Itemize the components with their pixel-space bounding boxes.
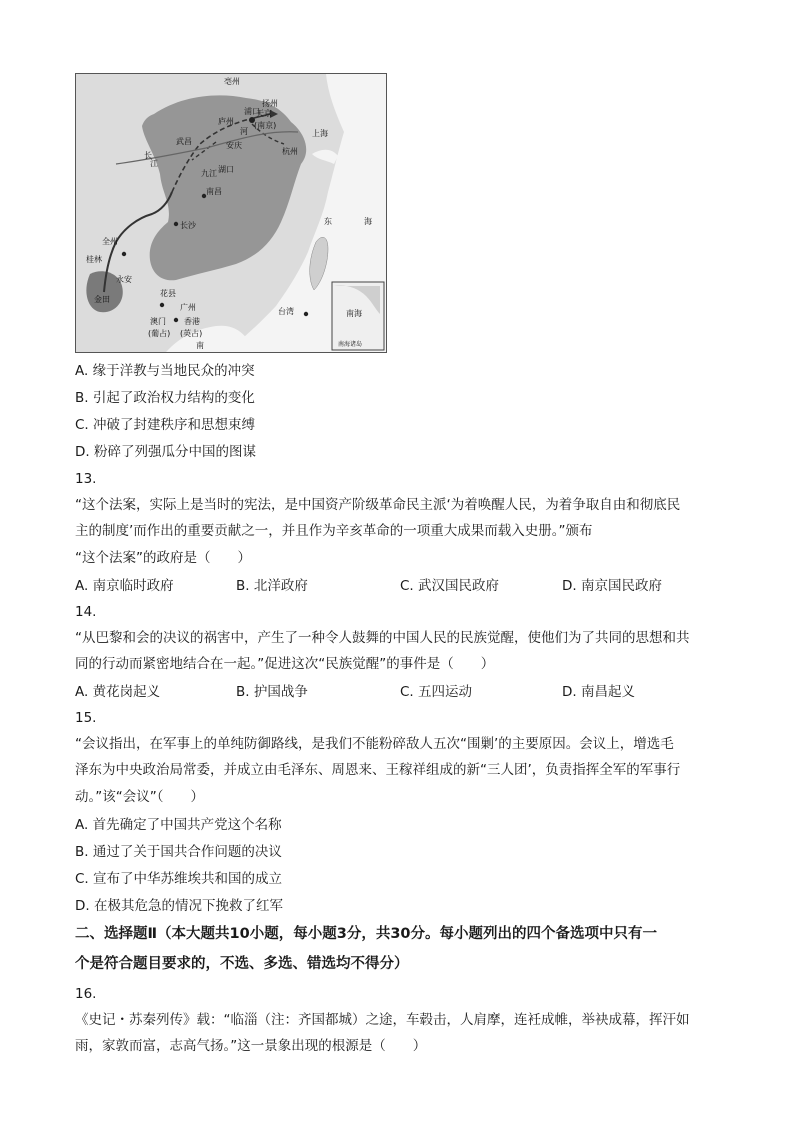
- map-label-luzhou: 庐州: [218, 117, 234, 126]
- q14-number: 14.: [75, 604, 97, 620]
- q15-option-b: B. 通过了关于国共合作问题的决议: [75, 844, 282, 860]
- map-label-hongkong: 香港: [184, 317, 200, 326]
- map-label-nanchang: 南昌: [206, 187, 222, 196]
- q15-option-d: D. 在极其危急的情况下挽救了红军: [75, 898, 283, 914]
- map-label-taiwan: 台湾: [278, 307, 294, 316]
- map-label-yongan: 永安: [116, 275, 132, 284]
- map-label-macau: 澳门: [150, 317, 166, 326]
- map-label-quanzhou: 全州: [102, 237, 118, 246]
- q12-option-c: C. 冲破了封建秩序和思想束缚: [75, 417, 256, 433]
- q13-number: 13.: [75, 471, 97, 487]
- map-label-jiujiang: 九江: [201, 169, 217, 178]
- map-label-hukou: 湖口: [218, 165, 234, 174]
- map-label-wuchang: 武昌: [176, 137, 192, 146]
- map-label-bozhou: 亳州: [224, 77, 240, 86]
- map-label-jiang: 江: [150, 159, 158, 168]
- q14-option-d: D. 南昌起义: [562, 684, 635, 700]
- q15-stem-line2: 泽东为中央政治局常委，并成立由毛泽东、周恩来、王稼祥组成的新“三人团’，负责指挥全军的军事行: [75, 762, 681, 778]
- map-label-pukou: 浦口: [244, 107, 260, 116]
- q12-option-d: D. 粉碎了列强瓜分中国的图谋: [75, 444, 256, 460]
- q12-option-b: B. 引起了政治权力结构的变化: [75, 390, 255, 406]
- map-label-chang: 长: [144, 151, 152, 160]
- q13-options-row: [75, 577, 725, 595]
- map-label-he: 河: [240, 127, 248, 136]
- map-inset-caption: 南海诸岛: [338, 341, 363, 348]
- q15-stem-line1: “会议指出，在军事上的单纯防御路线，是我们不能粉碎敌人五次“围剿’的主要原因。会议上，增选毛: [75, 736, 674, 752]
- map-label-yangzhou: 扬州: [262, 99, 278, 108]
- q13-option-c: C. 武汉国民政府: [400, 578, 500, 594]
- map-label-anqing: 安庆: [226, 141, 242, 150]
- map-label-nanhai: 南海: [346, 309, 362, 318]
- map-label-shanghai: 上海: [312, 129, 328, 138]
- map-label-nanjing: (南京): [254, 121, 277, 130]
- q12-option-a: A. 缘于洋教与当地民众的冲突: [75, 363, 255, 379]
- map-label-dong: 东: [324, 217, 332, 226]
- map-label-hangzhou: 杭州: [282, 147, 298, 156]
- q13-option-b: B. 北洋政府: [236, 578, 308, 594]
- map-label-hai: 海: [364, 217, 372, 226]
- q13-stem-line1: “这个法案，实际上是当时的宪法，是中国资产阶级革命民主派‘为着唤醒人民，为着争取自由和彻底民: [75, 497, 681, 513]
- q14-stem-line1: “从巴黎和会的决议的祸害中，产生了一种令人鼓舞的中国人民的民族觉醒，使他们为了共同的思想和共: [75, 630, 690, 646]
- q15-option-c: C. 宣布了中华苏维埃共和国的成立: [75, 871, 283, 887]
- q16-stem-line2: 雨，家敦而富，志高气扬。”这一景象出现的根源是（ ）: [75, 1038, 427, 1054]
- q13-option-d: D. 南京国民政府: [562, 578, 662, 594]
- map-label-nan: 南: [196, 341, 204, 350]
- map-label-macau-note: (葡占): [148, 329, 171, 338]
- q14-option-a: A. 黄花岗起义: [75, 684, 161, 700]
- q13-stem-line3: “这个法案”的政府是（ ）: [75, 550, 251, 566]
- map-label-tianjing: 天京: [256, 109, 272, 118]
- map-label-changsha: 长沙: [180, 221, 196, 230]
- q14-stem-line2: 同的行动而紧密地结合在一起。”促进这次“民族觉醒”的事件是（ ）: [75, 656, 495, 672]
- q14-option-c: C. 五四运动: [400, 684, 473, 700]
- q13-option-a: A. 南京临时政府: [75, 578, 174, 594]
- q16-number: 16.: [75, 986, 97, 1002]
- map-label-huaxian: 花县: [160, 289, 176, 298]
- section2-heading-line1: 二、选择题Ⅱ（本大题共10小题，每小题3分，共30分。每小题列出的四个备选项中只有一: [75, 926, 657, 942]
- map-label-guangzhou: 广州: [180, 303, 196, 312]
- map-label-guilin: 桂林: [86, 255, 102, 264]
- q15-number: 15.: [75, 710, 97, 726]
- map-label-hongkong-note: (英占): [180, 329, 203, 338]
- map-drawing: [76, 74, 386, 352]
- taiping-map-figure: [75, 73, 387, 353]
- map-label-jintian: 金田: [94, 295, 110, 304]
- q13-stem-line2: 主的制度’而作出的重要贡献之一，并且作为辛亥革命的一项重大成果而载入史册。”颁布: [75, 523, 593, 539]
- q15-stem-line3: 动。”该“会议”（ ）: [75, 789, 204, 805]
- section2-heading-line2: 个是符合题目要求的，不选、多选、错选均不得分）: [75, 956, 409, 972]
- q15-option-a: A. 首先确定了中国共产党这个名称: [75, 817, 282, 833]
- q16-stem-line1: 《史记・苏秦列传》载：“临淄（注：齐国都城）之途，车毂击，人肩摩，连衽成帷，举袂成幕，挥汗如: [75, 1012, 690, 1028]
- q14-option-b: B. 护国战争: [236, 684, 308, 700]
- q14-options-row: [75, 683, 725, 701]
